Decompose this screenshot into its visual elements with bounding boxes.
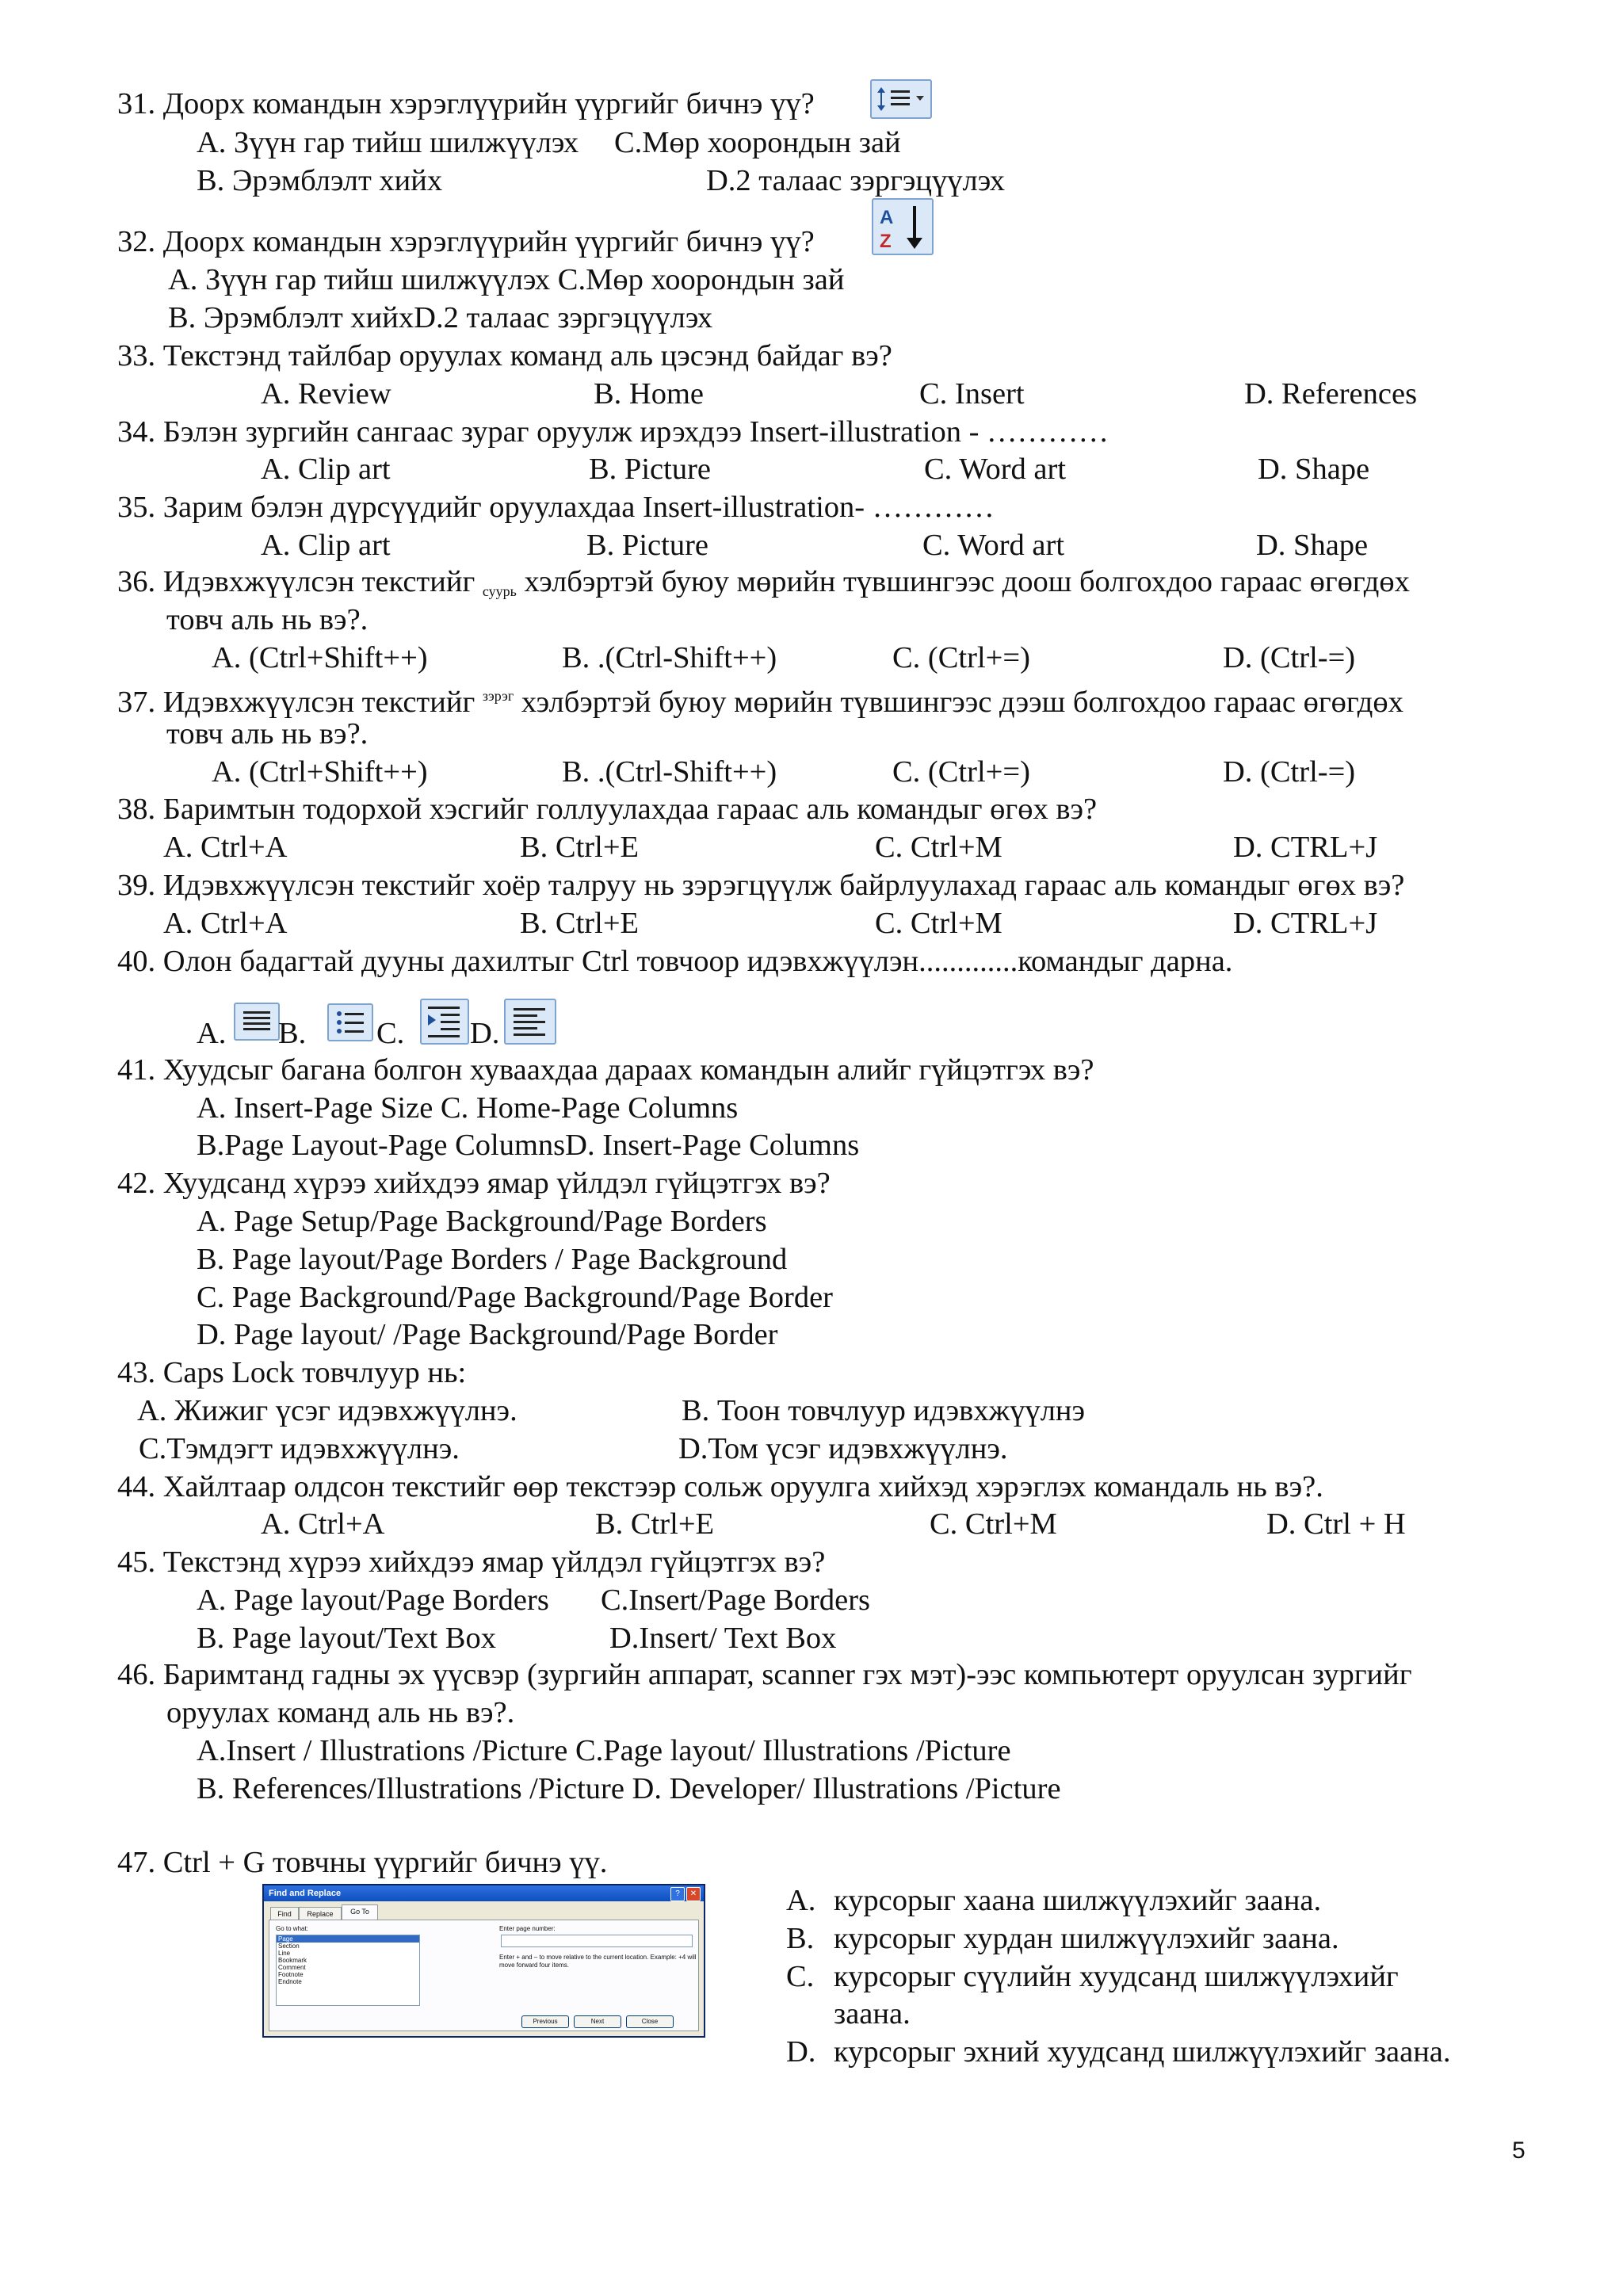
q45-option-d: D.Insert/ Text Box — [609, 1622, 837, 1655]
q35-option-c: C. Word art — [922, 529, 1065, 562]
q45-option-b: B. Page layout/Text Box — [197, 1622, 496, 1655]
q40-label-a: A. — [197, 1017, 227, 1050]
q41-option-bd: B.Page Layout-Page ColumnsD. Insert-Page Columns — [197, 1129, 860, 1162]
q47-question: 47. Ctrl + G товчны үүргийг бичнэ үү. — [117, 1846, 608, 1879]
q41-question: 41. Хуудсыг багана болгон хуваахдаа дараах командын алийг гүйцэтгэх вэ? — [117, 1053, 1094, 1087]
list-item[interactable]: Line — [278, 1950, 291, 1957]
tab-replace[interactable]: Replace — [299, 1907, 342, 1920]
q33-option-c: C. Insert — [919, 377, 1025, 411]
q43-option-b: B. Тоон товчлуур идэвхжүүлнэ — [682, 1394, 1086, 1427]
q45-option-a: A. Page layout/Page Borders — [197, 1584, 549, 1617]
list-item[interactable]: Page — [277, 1935, 419, 1943]
q47-option-label-d: D. — [786, 2035, 816, 2069]
q38-question: 38. Баримтын тодорхой хэсгийг голлуулахдаа гараас аль командыг өгөх вэ? — [117, 793, 1098, 826]
q31-option-b: B. Эрэмблэлт хийх — [197, 164, 443, 197]
q44-option-a: A. Ctrl+A — [261, 1507, 385, 1541]
q38-option-a: A. Ctrl+A — [163, 831, 288, 864]
q33-option-b: B. Home — [594, 377, 705, 411]
q36-question-start: 36. Идэвхжүүлсэн текстийг — [117, 565, 475, 598]
q37-question-start: 37. Идэвхжүүлсэн текстийг — [117, 686, 475, 719]
q33-option-a: A. Review — [261, 377, 391, 411]
list-item[interactable]: Footnote — [278, 1971, 304, 1978]
q33-question: 33. Текстэнд тайлбар оруулах команд аль цэсэнд байдаг вэ? — [117, 339, 892, 372]
q36-option-a: A. (Ctrl+Shift++) — [212, 641, 428, 674]
q36-option-b: B. .(Ctrl-Shift++) — [562, 641, 777, 674]
page-number-input[interactable] — [501, 1935, 693, 1947]
q47-option-label-b: B. — [786, 1922, 815, 1955]
q42-question: 42. Хуудсанд хүрээ хийхдээ ямар үйлдэл гүйцэтгэх вэ? — [117, 1167, 831, 1200]
q37-question — [117, 678, 1403, 721]
q36-option-c: C. (Ctrl+=) — [892, 641, 1030, 674]
q34-option-c: C. Word art — [924, 453, 1067, 486]
dialog-panel — [269, 1920, 699, 2031]
q35-option-d: D. Shape — [1256, 529, 1369, 562]
list-item[interactable]: Comment — [278, 1964, 306, 1971]
q35-option-a: A. Clip art — [261, 529, 391, 562]
q37-option-d: D. (Ctrl-=) — [1223, 755, 1356, 789]
increase-indent-icon — [420, 999, 469, 1045]
q47-option-label-c: C. — [786, 1960, 815, 1993]
q33-option-d: D. References — [1244, 377, 1418, 411]
q37-question-line2: товч аль нь вэ?. — [166, 717, 369, 751]
q46-option-bd: B. References/Illustrations /Picture D. Developer/ Illustrations /Picture — [197, 1772, 1061, 1805]
close-button[interactable]: Close — [626, 2015, 674, 2028]
q34-option-b: B. Picture — [589, 453, 711, 486]
page-number: 5 — [1512, 2137, 1526, 2164]
q44-option-b: B. Ctrl+E — [595, 1507, 715, 1541]
q39-question: 39. Идэвхжүүлсэн текстийг хоёр талруу нь зэрэгцүүлж байрлуулахад гараас аль командыг өгөх вэ? — [117, 869, 1405, 902]
q46-question-line2: оруулах команд аль нь вэ?. — [166, 1696, 515, 1729]
q31-option-a: A. Зүүн гар тийш шилжүүлэх — [197, 126, 579, 159]
dialog-title: Find and Replace — [264, 1885, 704, 1901]
list-item[interactable]: Section — [278, 1943, 300, 1950]
q37-option-b: B. .(Ctrl-Shift++) — [562, 755, 777, 789]
q37-option-c: C. (Ctrl+=) — [892, 755, 1030, 789]
q42-option-a: A. Page Setup/Page Background/Page Borders — [197, 1205, 767, 1238]
sort-az-icon — [872, 198, 934, 255]
q39-option-c: C. Ctrl+M — [875, 907, 1002, 940]
q47-option-text-d: курсорыг эхний хуудсанд шилжүүлэхийг заана. — [834, 2035, 1451, 2069]
q41-option-ac: A. Insert-Page Size C. Home-Page Columns — [197, 1091, 739, 1125]
justify-icon — [234, 1003, 280, 1041]
q45-option-c: C.Insert/Page Borders — [601, 1584, 871, 1617]
help-icon[interactable]: ? — [670, 1887, 685, 1901]
q32-question: 32. Доорх командын хэрэглүүрийн үүргийг бичнэ үү? — [117, 225, 815, 258]
q36-question-line2: товч аль нь вэ?. — [166, 603, 369, 636]
q43-option-a: A. Жижиг үсэг идэвхжүүлнэ. — [137, 1394, 517, 1427]
q47-option-label-a: A. — [786, 1884, 816, 1917]
q35-option-b: B. Picture — [586, 529, 708, 562]
svg-text:Z: Z — [880, 231, 892, 252]
q40-question: 40. Олон бадагтай дууны дахилтыг Ctrl товчоор идэвхжүүлэн.............командыг дарна. — [117, 945, 1233, 978]
q31-question: 31. Доорх командын хэрэглүүрийн үүргийг бичнэ үү? — [117, 87, 815, 120]
close-icon[interactable]: ✕ — [686, 1887, 701, 1901]
list-item[interactable]: Bookmark — [278, 1957, 307, 1964]
q46-question-line1: 46. Баримтанд гадны эх үүсвэр (зургийн аппарат, scanner гэх мэт)-ээс компьютерт оруулсан зургийг — [117, 1658, 1412, 1691]
q37-superscript-word: зэрэг — [482, 688, 514, 704]
q36-option-d: D. (Ctrl-=) — [1223, 641, 1356, 674]
q31-option-c: C.Мөр хоорондын зай — [614, 126, 901, 159]
q34-option-d: D. Shape — [1258, 453, 1370, 486]
q47-option-text-c: курсорыг сүүлийн хуудсанд шилжүүлэхийг — [834, 1960, 1399, 1993]
q42-option-d: D. Page layout/ /Page Background/Page Border — [197, 1318, 778, 1351]
q42-option-c: C. Page Background/Page Background/Page Border — [197, 1281, 833, 1314]
q37-question-end: хэлбэртэй буюу мөрийн түвшингээс дээш болгохдоо гараас өгөгдөх — [521, 686, 1403, 719]
next-button[interactable]: Next — [574, 2015, 621, 2028]
q35-question: 35. Зарим бэлэн дүрсүүдийг оруулахдаа Insert-illustration- ………… — [117, 491, 995, 524]
q43-option-d: D.Том үсэг идэвхжүүлнэ. — [678, 1432, 1008, 1465]
tab-find[interactable]: Find — [270, 1907, 299, 1920]
q47-option-text-a: курсорыг хаана шилжүүлэхийг заана. — [834, 1884, 1322, 1917]
find-and-replace-dialog — [262, 1884, 705, 2038]
q34-question: 34. Бэлэн зургийн сангаас зураг оруулж ирэхдээ Insert-illustration - ………… — [117, 415, 1109, 449]
q40-label-b: B. — [278, 1017, 307, 1050]
svg-text:A: A — [880, 207, 894, 228]
tab-go-to[interactable]: Go To — [342, 1904, 378, 1920]
q38-option-c: C. Ctrl+M — [875, 831, 1002, 864]
q47-option-text-c-cont: заана. — [834, 1997, 911, 2030]
go-to-what-list[interactable] — [276, 1935, 420, 2006]
page-number-label: Enter page number: — [499, 1925, 556, 1932]
q38-option-d: D. CTRL+J — [1233, 831, 1378, 864]
q37-option-a: A. (Ctrl+Shift++) — [212, 755, 428, 789]
line-spacing-icon — [870, 79, 932, 119]
q34-option-a: A. Clip art — [261, 453, 391, 486]
previous-button[interactable]: Previous — [521, 2015, 569, 2028]
bullet-list-icon — [327, 1003, 373, 1041]
list-item[interactable]: Endnote — [278, 1978, 302, 1985]
q39-option-a: A. Ctrl+A — [163, 907, 288, 940]
q32-option-ac: A. Зүүн гар тийш шилжүүлэх C.Мөр хоорондын зай — [168, 263, 845, 296]
dialog-hint: Enter + and – to move relative to the current location. Example: +4 will move forward four items. — [499, 1954, 697, 1969]
q44-option-c: C. Ctrl+M — [930, 1507, 1057, 1541]
q36-question-end: хэлбэртэй буюу мөрийн түвшингээс доош болгохдоо гараас өгөгдөх — [524, 565, 1410, 598]
q40-label-c: C. — [376, 1017, 405, 1050]
q32-option-bd: B. Эрэмблэлт хийхD.2 талаас зэргэцүүлэх — [168, 301, 713, 334]
q43-question: 43. Caps Lock товчлуур нь: — [117, 1356, 467, 1389]
q36-subscript-word: суурь — [482, 583, 517, 599]
q47-option-text-b: курсорыг хурдан шилжүүлэхийг заана. — [834, 1922, 1339, 1955]
q45-question: 45. Текстэнд хүрээ хийхдээ ямар үйлдэл гүйцэтгэх вэ? — [117, 1545, 826, 1579]
go-to-what-label: Go to what: — [276, 1925, 308, 1932]
q43-option-c: C.Тэмдэгт идэвхжүүлнэ. — [139, 1432, 460, 1465]
q39-option-d: D. CTRL+J — [1233, 907, 1378, 940]
q44-question: 44. Хайлтаар олдсон текстийг өөр текстээр сольж оруулга хийхэд хэрэглэх командаль нь вэ?. — [117, 1470, 1323, 1503]
q38-option-b: B. Ctrl+E — [520, 831, 640, 864]
q46-option-ac: A.Insert / Illustrations /Picture C.Page layout/ Illustrations /Picture — [197, 1734, 1011, 1767]
q31-option-d: D.2 талаас зэргэцүүлэх — [706, 164, 1006, 197]
q42-option-b: B. Page layout/Page Borders / Page Background — [197, 1243, 788, 1276]
align-left-icon — [504, 999, 556, 1045]
q44-option-d: D. Ctrl + H — [1266, 1507, 1406, 1541]
q39-option-b: B. Ctrl+E — [520, 907, 640, 940]
q40-label-d: D. — [470, 1017, 500, 1050]
